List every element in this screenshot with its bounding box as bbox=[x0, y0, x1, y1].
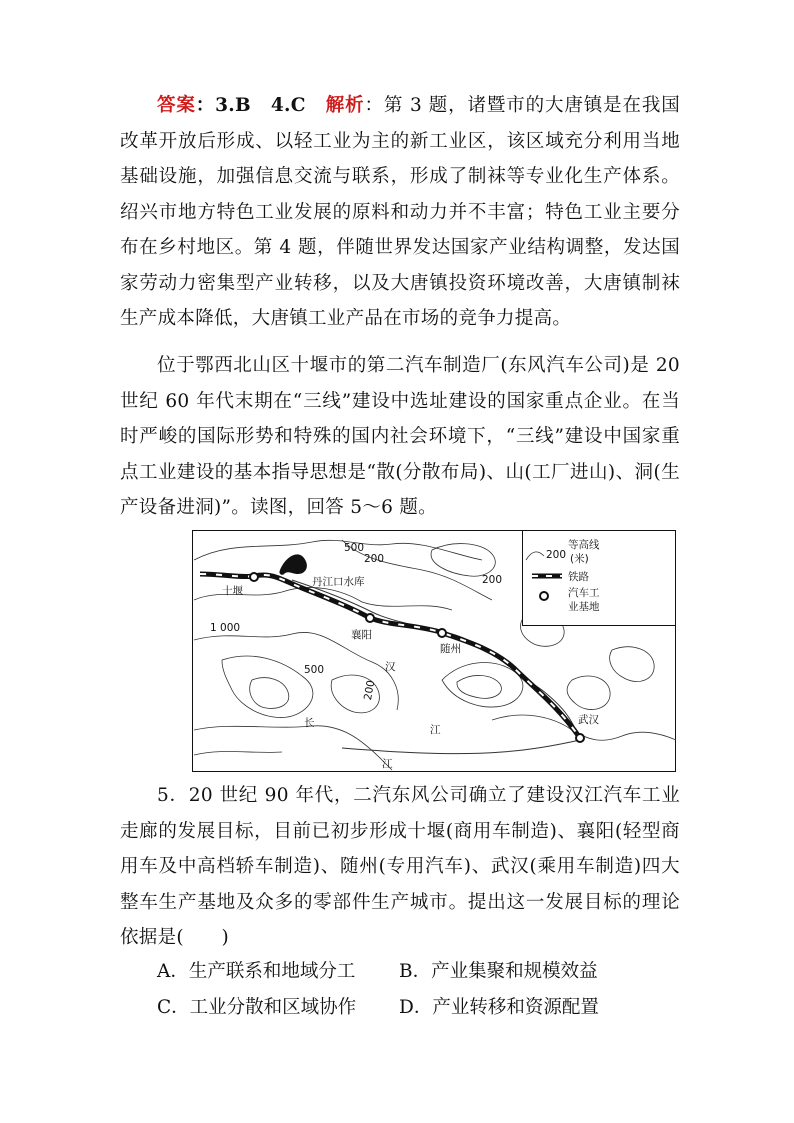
legend-railway-label: 铁路 bbox=[568, 571, 589, 583]
analysis-text: ：第 3 题，诸暨市的大唐镇是在我国改革开放后形成、以轻工业为主的新工业区，该区域充分利用当地基础设施，加强信息交流与联系，形成了制袜等专业化生产体系。绍兴市地方特色工业发展的原料和动力并不丰富；特色工业主要分布在乡村地区。第 4 题，伴随世界发达国家产业结构调整，发达国家劳动力密集型产业转移，以及大唐镇投资环境改善，大唐镇制袜生产成本降低，大唐镇工业产品在市场的竞争力提高。 bbox=[120, 95, 680, 329]
river-yangtze-char-2: 江 bbox=[382, 758, 393, 770]
option-a[interactable]: A．生产联系和地域分工 bbox=[157, 961, 356, 982]
legend-base-label-1: 汽车工 bbox=[568, 587, 600, 599]
contour-label-200-c: 200 bbox=[362, 679, 378, 702]
map-figure bbox=[192, 530, 676, 772]
base-wuhan bbox=[576, 734, 584, 742]
question-5-stem: 5．20 世纪 90 年代，二汽东风公司确立了建设汉江汽车工业走廊的发展目标，目前已初步形成十堰(商用车制造)、襄阳(轻型商用车及中高档轿车制造)、随州(专用汽车)、武汉(乘用车制造)四大整车生产基地及众多的零部件生产城市。提出这一发展目标的理论依据是( ) bbox=[120, 785, 680, 948]
contour-label-200-b: 200 bbox=[482, 574, 503, 586]
answer-paragraph bbox=[120, 88, 680, 337]
answer-values: ：3.B 4.C bbox=[195, 95, 326, 116]
river-yangtze-char-1: 长 bbox=[304, 717, 315, 729]
city-wuhan: 武汉 bbox=[578, 714, 599, 726]
reservoir-label: 丹江口水库 bbox=[312, 576, 365, 588]
analysis-label: 解析 bbox=[325, 95, 365, 116]
contour-label-200-a: 200 bbox=[364, 553, 385, 565]
legend-contour-value: 200 bbox=[546, 549, 567, 561]
city-suizhou: 随州 bbox=[440, 643, 461, 655]
contour-label-1000: 1 000 bbox=[210, 622, 241, 634]
river-han-char-1: 汉 bbox=[385, 661, 396, 673]
base-shiyan bbox=[250, 573, 258, 581]
contour-label-500-a: 500 bbox=[344, 542, 365, 554]
map-legend bbox=[523, 531, 676, 626]
river-han-char-2: 江 bbox=[430, 724, 441, 736]
option-d[interactable]: D．产业转移和资源配置 bbox=[399, 997, 599, 1018]
city-shiyan: 十堰 bbox=[222, 585, 243, 597]
city-xiangyang: 襄阳 bbox=[351, 629, 372, 641]
legend-contour-unit: (米) bbox=[570, 553, 589, 565]
option-c[interactable]: C．工业分散和区域协作 bbox=[157, 997, 357, 1018]
base-xiangyang bbox=[366, 614, 374, 622]
intro-paragraph: 位于鄂西北山区十堰市的第二汽车制造厂(东风汽车公司)是 20 世纪 60 年代末期在“三线”建设中选址建设的国家重点企业。在当时严峻的国际形势和特殊的国内社会环境下，“三线”建设中国家重点工业建设的基本指导思想是“散(分散布局)、山(工厂进山)、洞(生产设备进洞)”。读图，回答 5～6 题。 bbox=[120, 355, 680, 518]
base-suizhou bbox=[438, 629, 446, 637]
answer-label: 答案 bbox=[157, 95, 196, 116]
legend-base-label-2: 业基地 bbox=[568, 601, 600, 613]
legend-contour-label: 等高线 bbox=[568, 539, 600, 551]
option-b[interactable]: B．产业集聚和规模效益 bbox=[399, 961, 598, 982]
contour-label-500-b: 500 bbox=[304, 664, 325, 676]
